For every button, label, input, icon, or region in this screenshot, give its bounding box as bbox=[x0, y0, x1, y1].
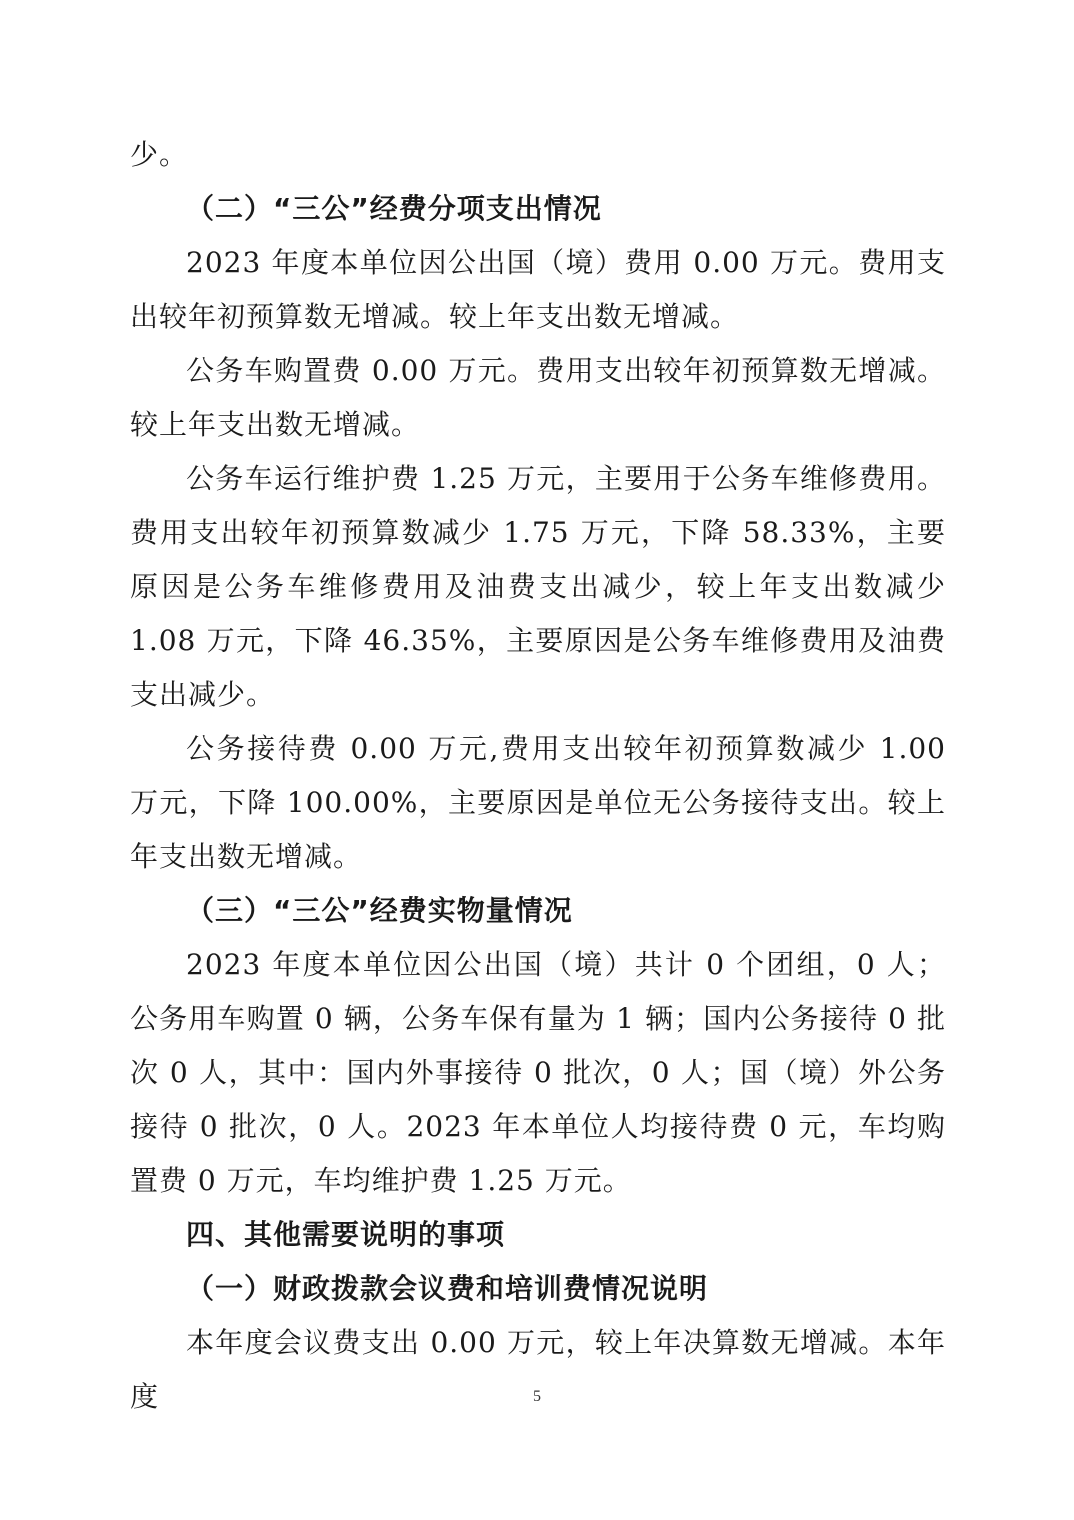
paragraph-vehicle-maintenance: 公务车运行维护费 1.25 万元，主要用于公务车维修费用。费用支出较年初预算数减少 1.75 万元，下降 58.33%，主要原因是公务车维修费用及油费支出减少，较上年支出数减少 1.08 万元，下降 46.35%，主要原因是公务车维修费用及油费支出减少。 bbox=[130, 462, 946, 711]
paragraph-meeting-fees: 本年度会议费支出 0.00 万元，较上年决算数无增减。本年度 bbox=[130, 1326, 946, 1413]
section-heading-other-matters: 四、其他需要说明的事项 bbox=[186, 1218, 506, 1251]
paragraph-overseas-travel: 2023 年度本单位因公出国（境）费用 0.00 万元。费用支出较年初预算数无增减。较上年支出数无增减。 bbox=[130, 246, 946, 333]
paragraph-physical-quantities: 2023 年度本单位因公出国（境）共计 0 个团组，0 人；公务用车购置 0 辆，公务车保有量为 1 辆；国内公务接待 0 批次 0 人，其中：国内外事接待 0 批次，0 人；国（境）外公务接待 0 批次，0 人。2023 年本单位人均接待费 0 元，车均购置费 0 万元，车均维护费 1.25 万元。 bbox=[130, 948, 946, 1197]
document-body bbox=[130, 128, 946, 1424]
section-heading-meeting-training: （一）财政拨款会议费和培训费情况说明 bbox=[186, 1272, 709, 1305]
section-heading-three-public-physical: （三）“三公”经费实物量情况 bbox=[186, 894, 573, 927]
section-heading-three-public-itemized: （二）“三公”经费分项支出情况 bbox=[186, 192, 602, 225]
paragraph-reception: 公务接待费 0.00 万元,费用支出较年初预算数减少 1.00 万元，下降 100.00%，主要原因是单位无公务接待支出。较上年支出数无增减。 bbox=[130, 732, 946, 873]
paragraph-vehicle-purchase: 公务车购置费 0.00 万元。费用支出较年初预算数无增减。较上年支出数无增减。 bbox=[130, 354, 946, 441]
paragraph-continuation: 少。 bbox=[130, 138, 189, 171]
page-number: 5 bbox=[533, 1388, 541, 1405]
